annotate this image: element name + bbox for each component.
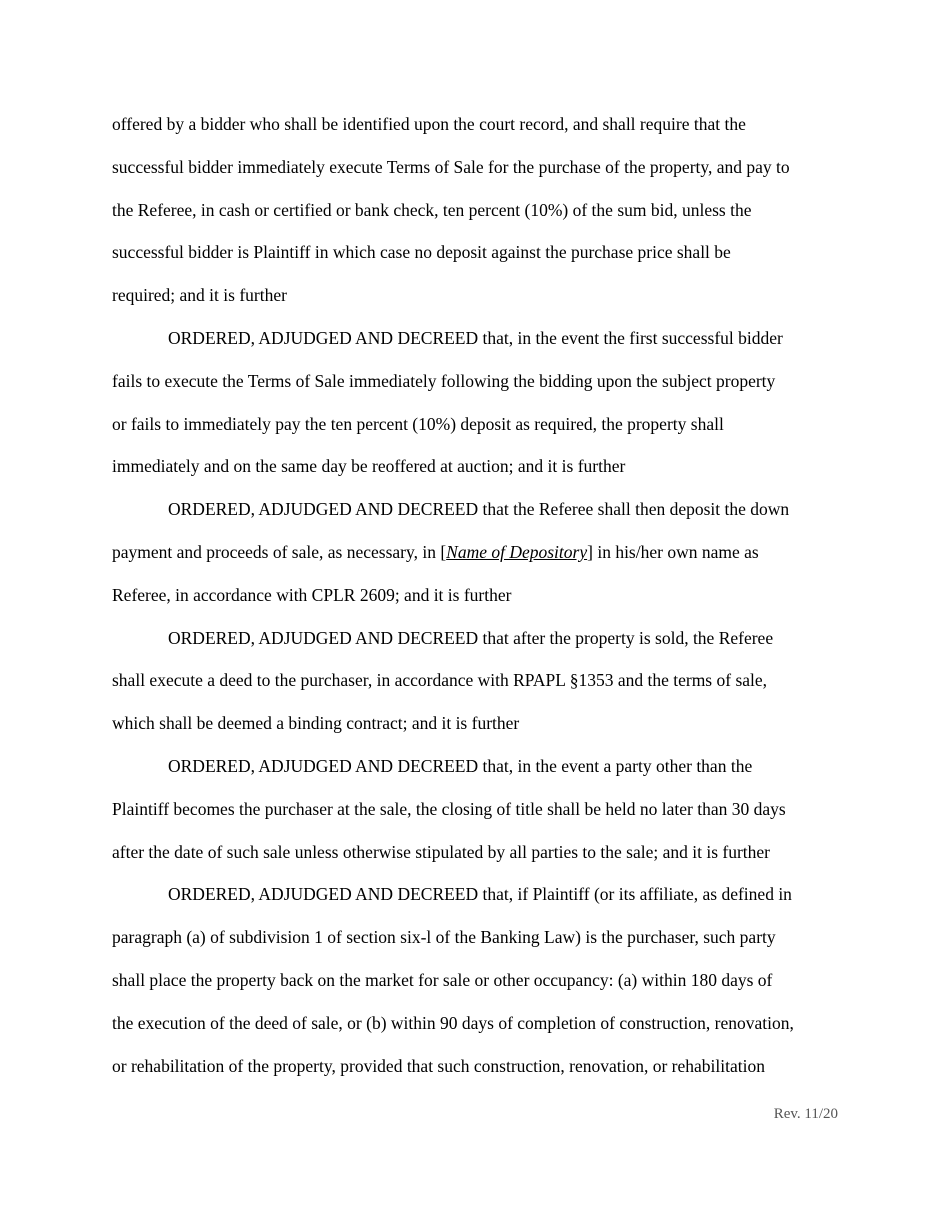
text-line: shall execute a deed to the purchaser, in accordance with RPAPL §1353 and the terms of sale, — [112, 670, 768, 691]
text-line: fails to execute the Terms of Sale immediately following the bidding upon the subject property — [112, 370, 776, 391]
revision-footer: Rev. 11/20 — [773, 1106, 838, 1122]
text-line: offered by a bidder who shall be identified upon the court record, and shall require that the — [112, 114, 746, 134]
text-line: the Referee, in cash or certified or bank check, ten percent (10%) of the sum bid, unless the — [112, 199, 752, 220]
text-line: successful bidder is Plaintiff in which case no deposit against the purchase price shall be — [112, 242, 731, 263]
paragraph-deed — [112, 617, 842, 745]
paragraph-bidder-terms — [112, 103, 842, 317]
paragraph-plaintiff-purchaser — [112, 873, 842, 1087]
text-line — [112, 531, 842, 574]
text-line: ORDERED, ADJUDGED AND DECREED that, in the event a party other than the — [168, 755, 753, 776]
text-line: ORDERED, ADJUDGED AND DECREED that, in the event the first successful bidder — [168, 327, 783, 348]
text-line: or fails to immediately pay the ten percent (10%) deposit as required, the property shall — [112, 413, 724, 434]
text-line: ORDERED, ADJUDGED AND DECREED that, if Plaintiff (or its affiliate, as defined in — [168, 884, 792, 905]
paragraph-deposit — [112, 488, 842, 616]
text-line: shall place the property back on the market for sale or other occupancy: (a) within 180 days of — [112, 969, 773, 990]
text-line: paragraph (a) of subdivision 1 of section six-l of the Banking Law) is the purchaser, such party — [112, 927, 776, 948]
depository-placeholder: Name of Depository — [446, 541, 588, 562]
text-line: after the date of such sale unless otherwise stipulated by all parties to the sale; and it is further — [112, 841, 770, 862]
text-line: ORDERED, ADJUDGED AND DECREED that the Referee shall then deposit the down — [168, 499, 790, 520]
document-body — [112, 103, 842, 1087]
text-line: Plaintiff becomes the purchaser at the sale, the closing of title shall be held no later than 30 days — [112, 798, 786, 819]
text-fragment: payment and proceeds of sale, as necessary, in [ — [112, 541, 447, 562]
paragraph-reoffer — [112, 317, 842, 488]
text-line: immediately and on the same day be reoffered at auction; and it is further — [112, 456, 626, 477]
text-line: the execution of the deed of sale, or (b) within 90 days of completion of construction, renovation, — [112, 1012, 794, 1033]
text-line: successful bidder immediately execute Terms of Sale for the purchase of the property, and pay to — [112, 156, 790, 177]
paragraph-closing-title — [112, 745, 842, 873]
text-fragment: ] in his/her own name as — [587, 541, 759, 562]
text-line: or rehabilitation of the property, provided that such construction, renovation, or rehabilitation — [112, 1055, 765, 1076]
text-line: ORDERED, ADJUDGED AND DECREED that after the property is sold, the Referee — [168, 627, 774, 648]
text-line: Referee, in accordance with CPLR 2609; and it is further — [112, 584, 512, 605]
text-line: which shall be deemed a binding contract; and it is further — [112, 713, 520, 734]
text-line: required; and it is further — [112, 285, 287, 306]
